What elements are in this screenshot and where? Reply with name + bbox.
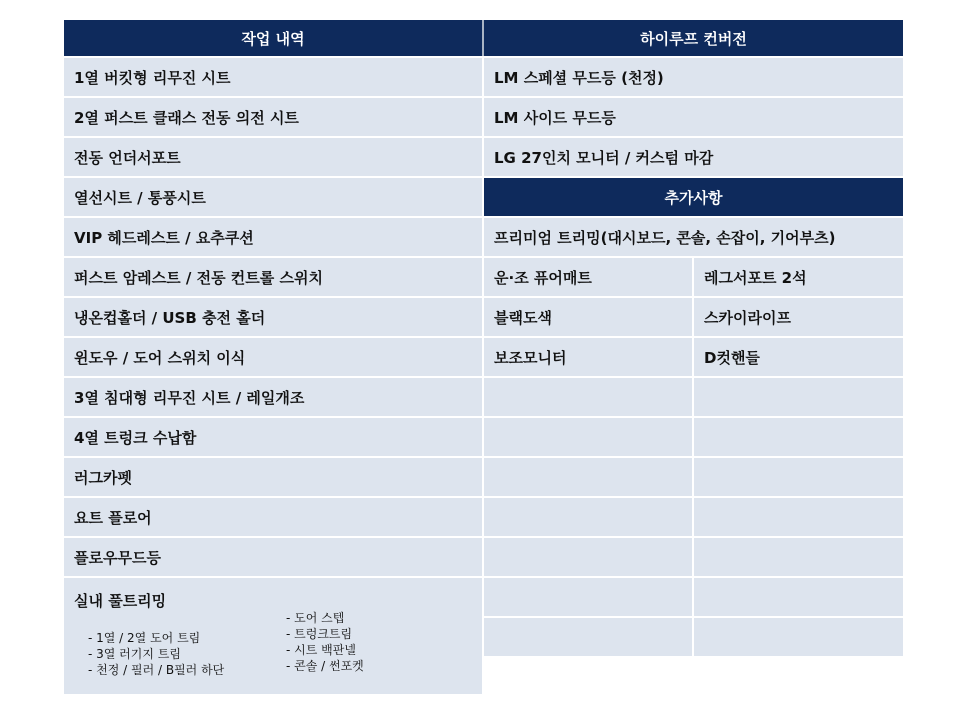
right-column xyxy=(484,20,903,656)
table-row: 냉온컵홀더 / USB 충전 홀더 xyxy=(64,296,482,336)
table-cell xyxy=(694,458,903,496)
table-cell: LM 스페셜 무드등 (천정) xyxy=(484,58,903,96)
table-cell: 스카이라이프 xyxy=(694,298,903,336)
table-row: 요트 플로어 xyxy=(64,496,482,536)
table-cell xyxy=(694,418,903,456)
table-row: 윈도우 / 도어 스위치 이식 xyxy=(64,336,482,376)
table-cell xyxy=(694,618,903,656)
table-row: 4열 트렁크 수납함 xyxy=(64,416,482,456)
extras-header: 추가사항 xyxy=(484,176,903,216)
extras-full-row xyxy=(484,216,903,256)
table-cell xyxy=(484,378,692,416)
table-cell: 블랙도색 xyxy=(484,298,692,336)
table-row xyxy=(484,456,903,496)
table-row xyxy=(484,96,903,136)
table-row: 3열 침대형 리무진 시트 / 레일개조 xyxy=(64,376,482,416)
table-cell xyxy=(484,538,692,576)
list-item: - 도어 스텝 xyxy=(286,611,345,625)
table-row xyxy=(484,616,903,656)
table-row: VIP 헤드레스트 / 요추쿠션 xyxy=(64,216,482,256)
list-item: - 콘솔 / 썬포켓 xyxy=(286,659,364,673)
list-item: - 3열 러기지 트림 xyxy=(88,647,181,661)
table-row: 2열 퍼스트 클래스 전동 의전 시트 xyxy=(64,96,482,136)
work-history-header: 작업 내역 xyxy=(64,20,482,56)
list-item: - 시트 백판넬 xyxy=(286,643,356,657)
left-column xyxy=(64,20,482,694)
list-item: - 트렁크트림 xyxy=(286,627,353,641)
table-row: 퍼스트 암레스트 / 전동 컨트롤 스위치 xyxy=(64,256,482,296)
trimming-list-a xyxy=(88,630,224,678)
table-cell: 레그서포트 2석 xyxy=(694,258,903,296)
table-cell xyxy=(484,418,692,456)
list-item: - 천정 / 필러 / B필러 하단 xyxy=(88,663,225,677)
table-cell xyxy=(694,538,903,576)
table-cell xyxy=(484,618,692,656)
extras-full-cell: 프리미엄 트리밍(대시보드, 콘솔, 손잡이, 기어부츠) xyxy=(484,218,903,256)
table-row xyxy=(484,56,903,96)
table-row xyxy=(484,576,903,616)
interior-trimming-row xyxy=(64,576,482,694)
table-row xyxy=(484,336,903,376)
table-row xyxy=(484,416,903,456)
table-row: 러그카펫 xyxy=(64,456,482,496)
table-cell: LM 사이드 무드등 xyxy=(484,98,903,136)
table-cell: D컷핸들 xyxy=(694,338,903,376)
table-cell xyxy=(484,458,692,496)
table-row: 열선시트 / 통풍시트 xyxy=(64,176,482,216)
table-cell: 운·조 퓨어매트 xyxy=(484,258,692,296)
table-cell: 보조모니터 xyxy=(484,338,692,376)
table-row xyxy=(484,136,903,176)
trimming-list-b xyxy=(286,610,364,674)
interior-trimming-title: 실내 풀트리밍 xyxy=(74,592,167,610)
list-item: - 1열 / 2열 도어 트림 xyxy=(88,631,201,645)
high-roof-header: 하이루프 컨버전 xyxy=(484,20,903,56)
table-row xyxy=(484,536,903,576)
table-cell xyxy=(694,378,903,416)
table-row xyxy=(484,376,903,416)
table-cell xyxy=(484,498,692,536)
table-row xyxy=(484,256,903,296)
table-row: 플로우무드등 xyxy=(64,536,482,576)
table-cell xyxy=(694,578,903,616)
table-cell xyxy=(694,498,903,536)
table-row: 1열 버킷형 리무진 시트 xyxy=(64,56,482,96)
table-row xyxy=(484,296,903,336)
table-cell: LG 27인치 모니터 / 커스텀 마감 xyxy=(484,138,903,176)
table-cell xyxy=(484,578,692,616)
table-row xyxy=(484,496,903,536)
table-row: 전동 언더서포트 xyxy=(64,136,482,176)
